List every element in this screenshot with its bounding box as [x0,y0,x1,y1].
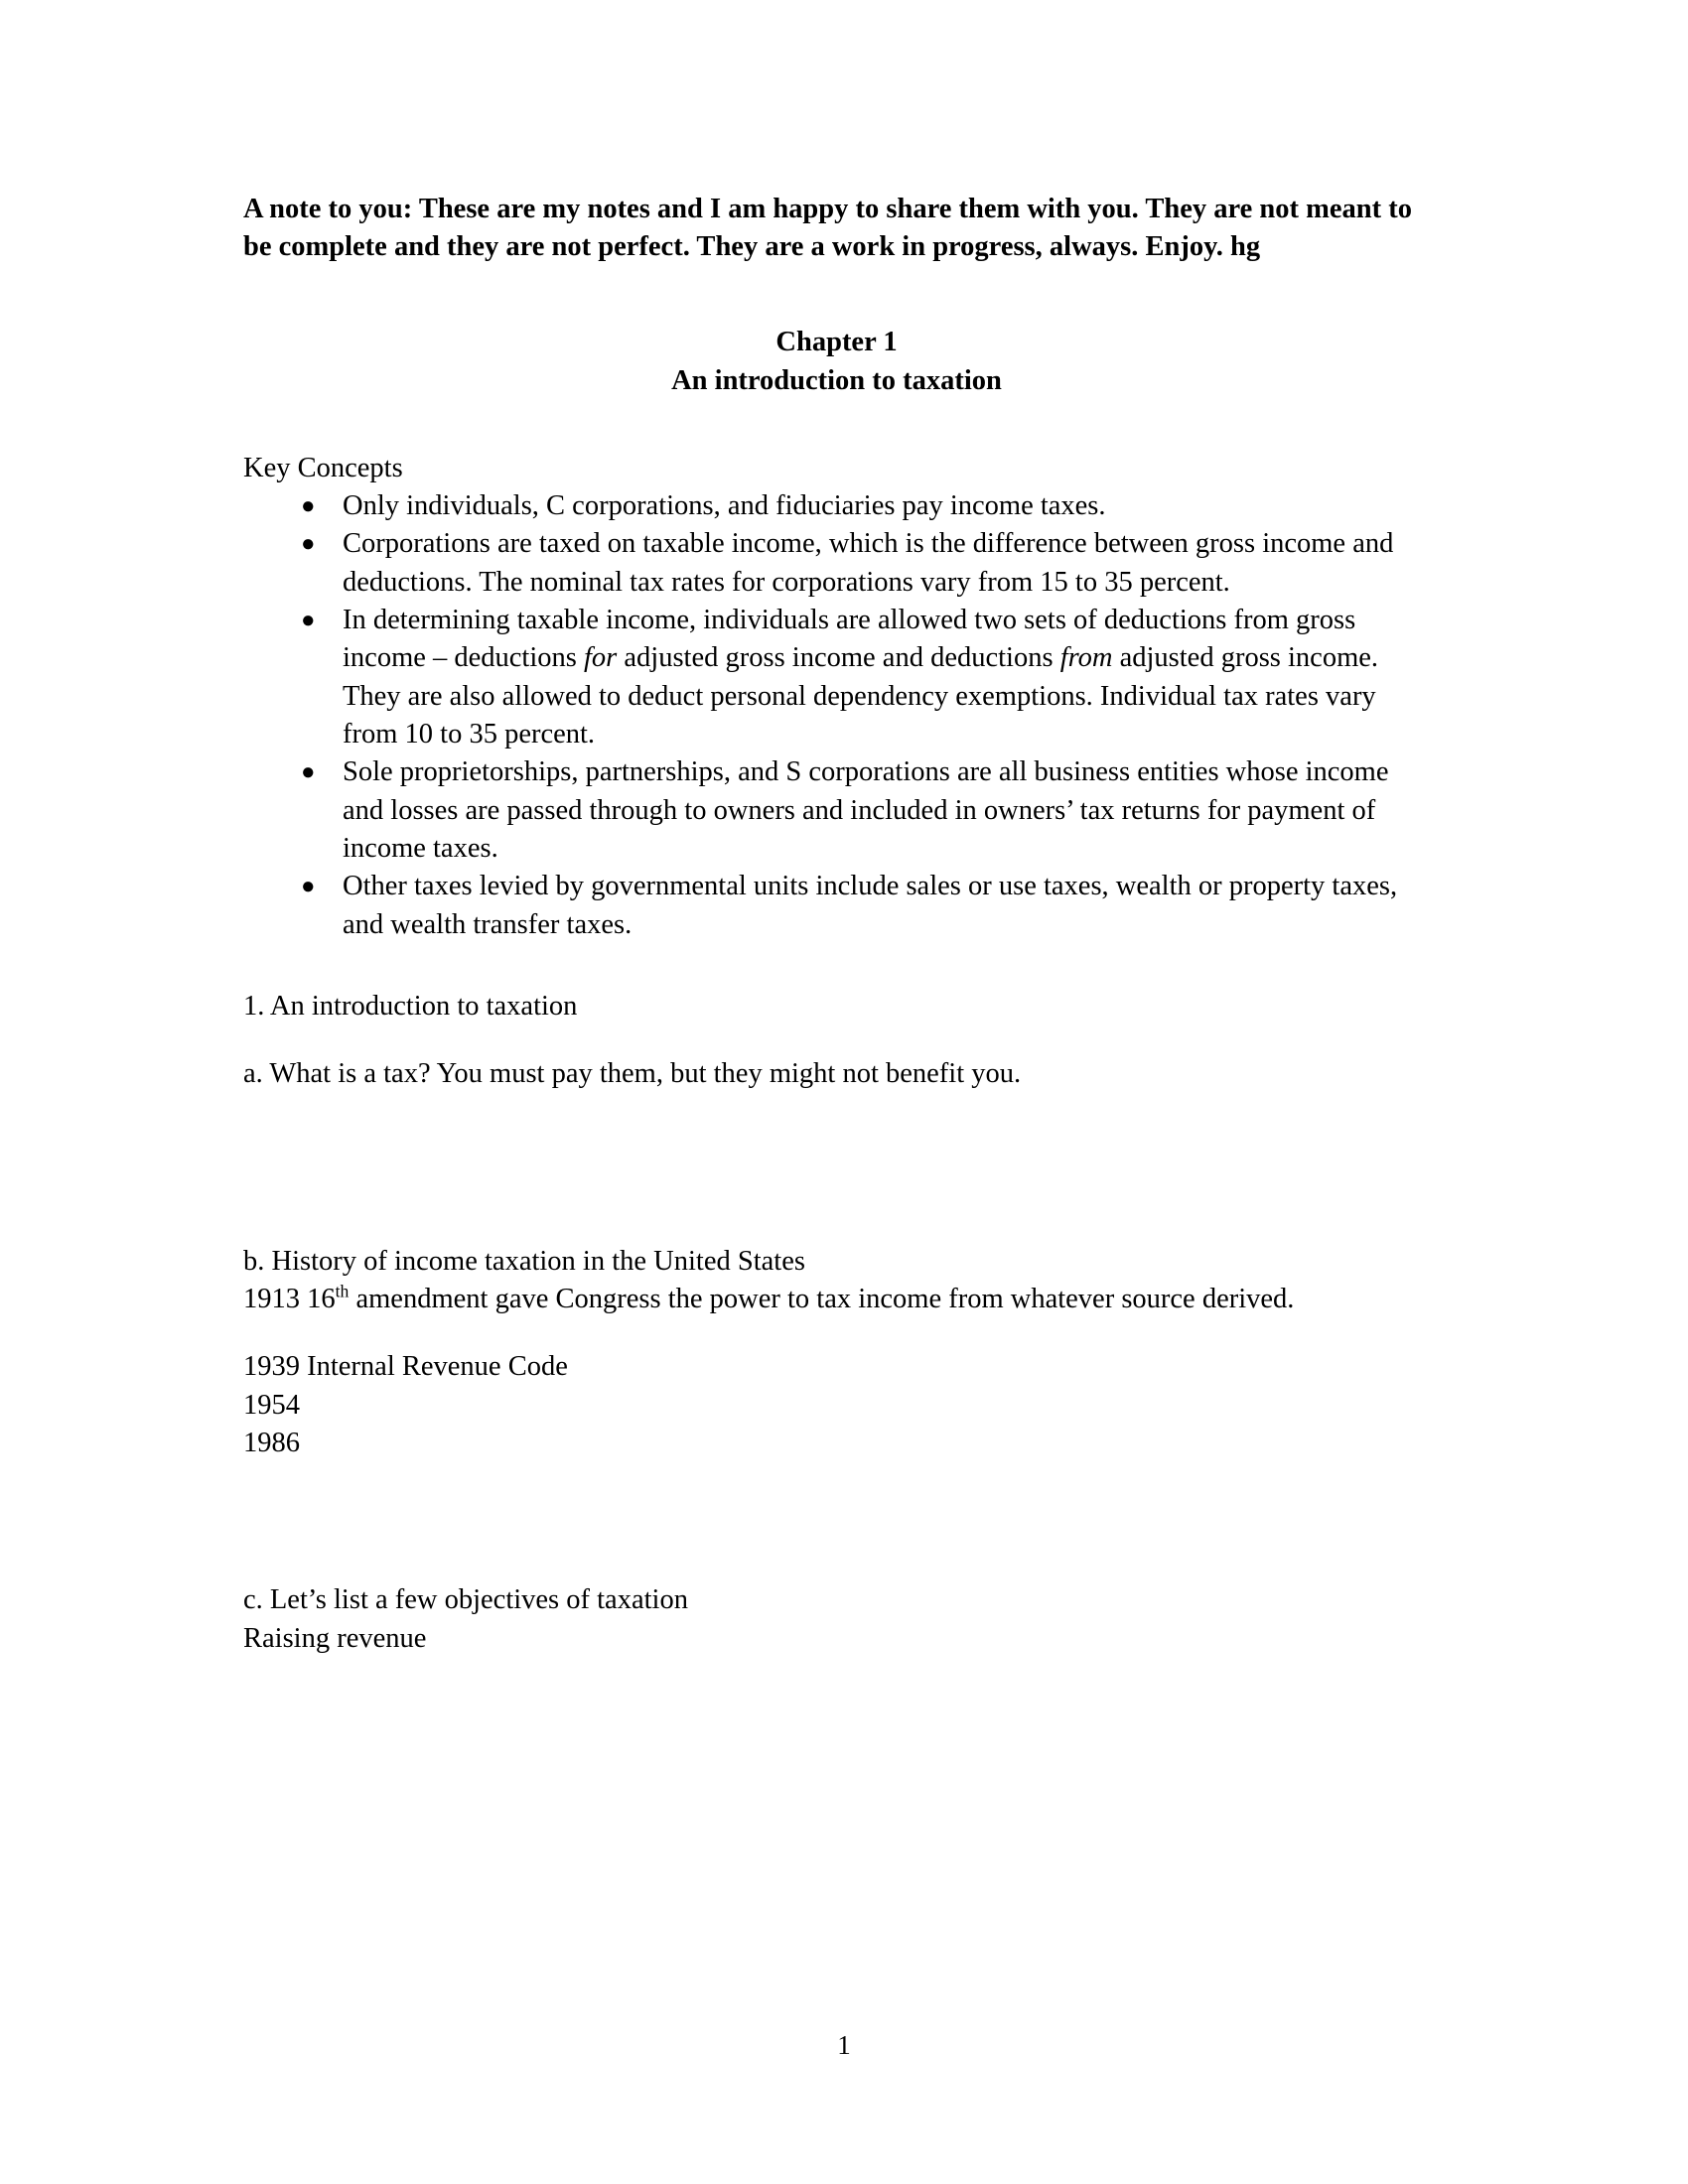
item-a-text: a. What is a tax? You must pay them, but they might not benefit you. [243,1058,1022,1090]
list-item-text: Other taxes levied by governmental units include sales or use taxes, wealth or property taxes, and wealth transfer taxes. [343,871,1398,940]
bullet-icon: ● [301,608,316,634]
list-item [243,753,1430,868]
list-item-text: Sole proprietorships, partnerships, and S corporations are all business entities whose income and losses are passed through to owners and included in owners’ tax returns for payment of income taxes. [343,756,1389,865]
list-item [243,487,1430,525]
item-c-subtext: Raising revenue [243,1622,427,1654]
list-item [243,868,1430,944]
bullet-icon: ● [301,759,316,786]
chapter-title: An introduction to taxation [671,364,1002,396]
chapter-heading [243,324,1430,399]
page-content [243,191,1430,1658]
list-item [243,602,1430,753]
bullet-icon: ● [301,874,316,900]
chapter-label: Chapter 1 [775,327,898,358]
list-item-text: Only individuals, C corporations, and fiduciaries pay income taxes. [343,490,1106,522]
amendment-ordinal-suffix: th [335,1281,350,1301]
key-concepts-heading: Key Concepts [243,452,403,483]
list-item-text: Corporations are taxed on taxable income, which is the difference between gross income and deductions. The nominal tax rates for corporations vary from 15 to 35 percent. [343,528,1394,598]
key-concepts-list [243,487,1430,944]
amendment-rest: amendment gave Congress the power to tax income from whatever source derived. [349,1284,1295,1314]
author-note: A note to you: These are my notes and I am happy to share them with you. They are not meant to be complete and they are not perfect. They are a work in progress, always. Enjoy. hg [243,194,1412,263]
key-concepts-section [243,450,1430,944]
amendment-text [243,1281,1430,1318]
section-1-heading: 1. An introduction to taxation [243,991,578,1023]
item-c-text: c. Let’s list a few objectives of taxation [243,1584,688,1616]
code-line: 1986 [243,1427,300,1458]
code-line: 1954 [243,1389,300,1421]
list-item-text: In determining taxable income, individuals are allowed two sets of deductions from gross income – deductions for adjusted gross income and deductions from adjusted gross income. They are also allowed to deduct personal dependency exemptions. Individual tax rates vary from 10 to 35 percent. [343,605,1379,751]
list-item [243,525,1430,602]
code-line: 1939 Internal Revenue Code [243,1351,568,1383]
item-b-text: b. History of income taxation in the United States [243,1245,805,1277]
amendment-prefix: 1913 16 [243,1284,336,1314]
page-number: 1 [837,2030,851,2060]
bullet-icon: ● [301,531,316,558]
bullet-icon: ● [301,493,316,520]
